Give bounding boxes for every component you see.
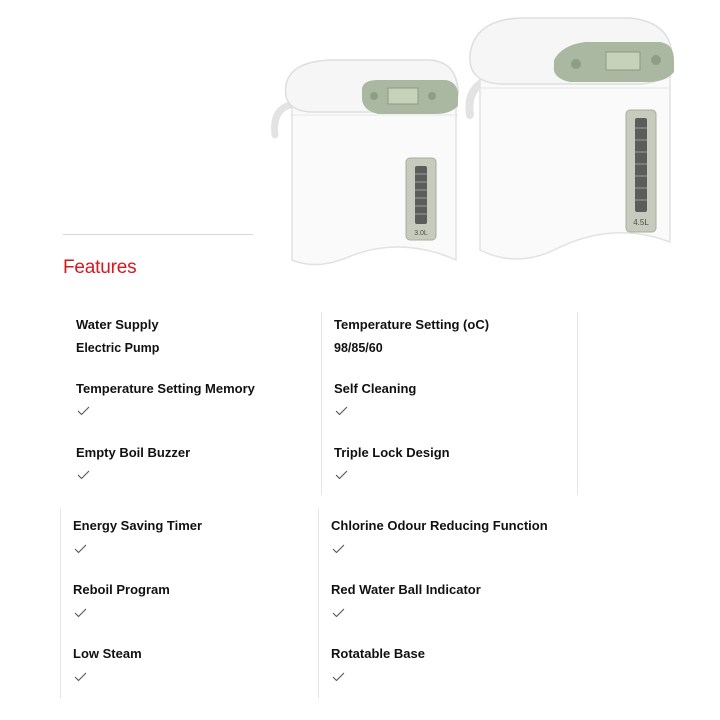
feature-label: Red Water Ball Indicator [331,582,481,597]
check-icon [77,406,90,416]
check-icon [74,608,87,618]
feature-label: Triple Lock Design [334,445,450,460]
check-icon [332,672,345,682]
large-capacity-label: 4.5L [633,218,649,227]
check-icon [77,470,90,480]
feature-label: Self Cleaning [334,381,417,396]
feature-label: Temperature Setting Memory [76,381,255,396]
check-icon [74,672,87,682]
large-air-pot-illustration [469,18,674,259]
feature-value: Electric Pump [76,341,160,355]
block-edge-right [577,312,578,495]
section-title: Features [63,257,137,278]
feature-label: Energy Saving Timer [73,518,203,533]
feature-label: Low Steam [73,646,142,661]
feature-label: Empty Boil Buzzer [76,445,191,460]
check-icon [332,608,345,618]
feature-value: 98/85/60 [334,341,383,355]
check-icon [335,470,348,480]
small-capacity-label: 3.0L [414,230,428,237]
column-divider [318,508,319,698]
feature-label: Reboil Program [73,582,170,597]
feature-label: Temperature Setting (oC) [334,317,490,332]
check-icon [335,406,348,416]
feature-label: Chlorine Odour Reducing Function [331,518,548,533]
check-icon [332,544,345,554]
feature-label: Rotatable Base [331,646,425,661]
column-divider [321,312,322,495]
check-icon [74,544,87,554]
block-edge-left [60,508,61,698]
section-divider [63,234,253,235]
product-image [270,10,690,280]
feature-label: Water Supply [76,317,159,332]
small-air-pot-illustration [275,60,459,265]
